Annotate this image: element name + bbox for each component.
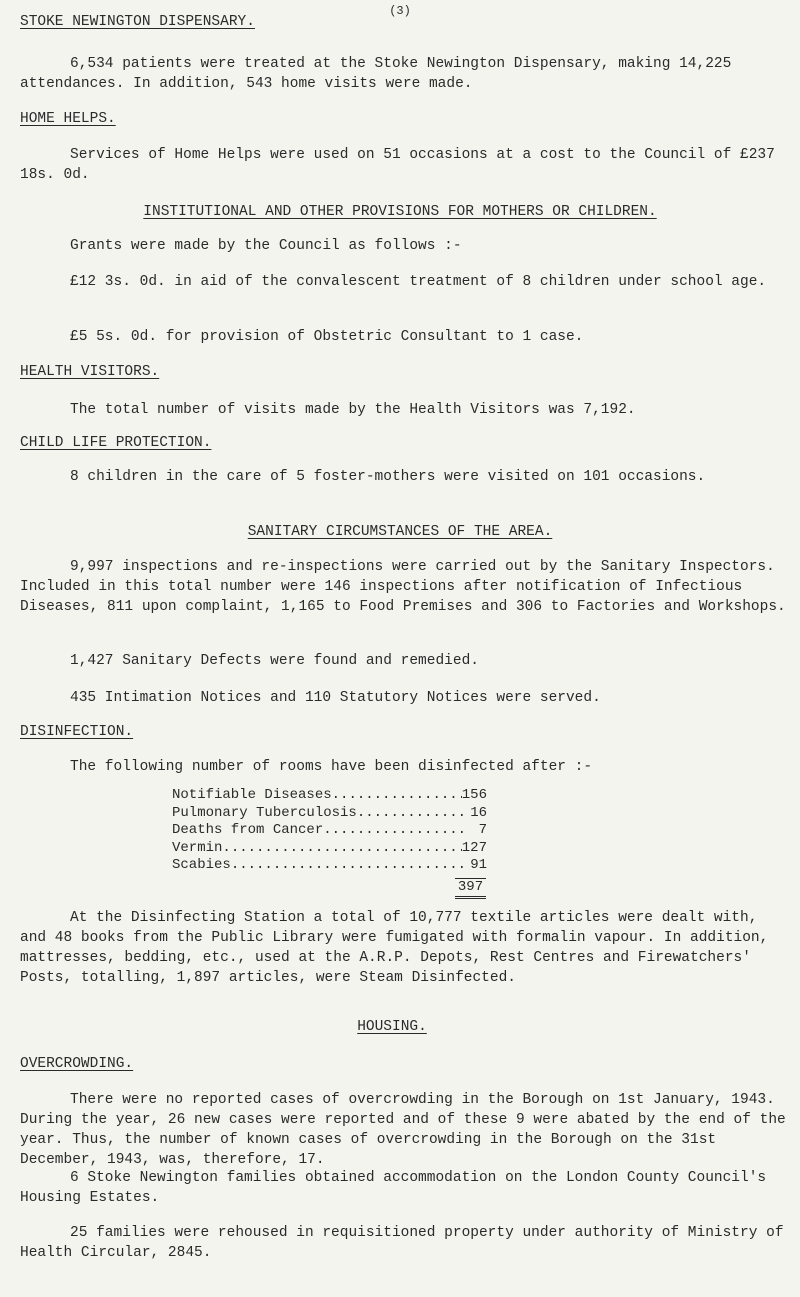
sanitary-inspections-text: 9,997 inspections and re-inspections were carried out by the Sanitary Inspectors. Included in this total number were 146 inspections after notification of Infectious Diseases, 811 upon complaint, 1,165 to Food Premises and 306 to Factories and Workshops. <box>20 559 786 615</box>
child-life-heading: CHILD LIFE PROTECTION. <box>20 435 212 451</box>
grants-intro: Grants were made by the Council as follows :- <box>70 238 462 254</box>
row-value: 156 <box>461 787 487 803</box>
home-helps-text: Services of Home Helps were used on 51 occasions at a cost to the Council of £237 18s. 0d. <box>20 147 775 183</box>
table-row <box>172 840 487 858</box>
dispensary-heading: STOKE NEWINGTON DISPENSARY. <box>20 14 255 30</box>
row-value: 16 <box>470 804 487 821</box>
disinfection-heading: DISINFECTION. <box>20 724 134 740</box>
child-life-text: 8 children in the care of 5 foster-mothers were visited on 101 occasions. <box>70 469 706 485</box>
disinfecting-station-text: At the Disinfecting Station a total of 10,777 textile articles were dealt with, and 48 books from the Public Library were fumigated with formalin vapour. In addition, mattresses, bedding, etc., used at the A.R.P. Depots, Rest Centres and Firewatchers' Posts, totalling, 1,897 articles, were Steam Disinfected. <box>20 910 769 986</box>
table-row <box>172 857 487 875</box>
row-label: Notifiable Diseases <box>172 787 332 803</box>
page-number: (3) <box>389 4 411 18</box>
housing-heading: HOUSING. <box>357 1019 427 1035</box>
table-row <box>172 787 487 805</box>
dispensary-text: 6,534 patients were treated at the Stoke Newington Dispensary, making 14,225 attendances. In addition, 543 home visits were made. <box>20 56 732 92</box>
row-value: 91 <box>470 857 487 873</box>
row-label: Deaths from Cancer <box>172 822 324 838</box>
sanitary-notices-text: 435 Intimation Notices and 110 Statutory Notices were served. <box>70 690 601 706</box>
sanitary-defects-text: 1,427 Sanitary Defects were found and remedied. <box>70 653 479 669</box>
institutional-heading: INSTITUTIONAL AND OTHER PROVISIONS FOR MOTHERS OR CHILDREN. <box>143 204 657 220</box>
requisitioned-property-text: 25 families were rehoused in requisitioned property under authority of Ministry of Health Circular, 2845. <box>20 1225 784 1261</box>
disinfection-total: 397 <box>455 878 486 899</box>
overcrowding-heading: OVERCROWDING. <box>20 1056 134 1072</box>
row-value: 127 <box>461 839 487 856</box>
grant-obstetric: £5 5s. 0d. for provision of Obstetric Consultant to 1 case. <box>70 329 584 345</box>
overcrowding-text: There were no reported cases of overcrowding in the Borough on 1st January, 1943. During the year, 26 new cases were reported and of these 9 were abated by the end of the year. Thus, the number of known cases of overcrowding in the Borough on the 31st December, 1943, was, therefore, 17. <box>20 1092 786 1168</box>
sanitary-heading: SANITARY CIRCUMSTANCES OF THE AREA. <box>247 524 553 540</box>
disinfection-table <box>172 787 487 875</box>
grant-convalescent: £12 3s. 0d. in aid of the convalescent treatment of 8 children under school age. <box>70 274 767 290</box>
health-visitors-heading: HEALTH VISITORS. <box>20 364 160 380</box>
row-value: 7 <box>478 822 487 838</box>
row-label: Scabies <box>172 857 231 873</box>
lcc-estates-text: 6 Stoke Newington families obtained accommodation on the London County Council's Housing Estates. <box>20 1170 767 1206</box>
health-visitors-text: The total number of visits made by the Health Visitors was 7,192. <box>70 402 636 418</box>
table-row <box>172 822 487 840</box>
row-label: Pulmonary Tuberculosis <box>172 804 357 821</box>
table-row <box>172 805 487 823</box>
disinfection-intro: The following number of rooms have been disinfected after :- <box>70 759 593 775</box>
home-helps-heading: HOME HELPS. <box>20 111 116 127</box>
row-label: Vermin <box>172 839 223 856</box>
